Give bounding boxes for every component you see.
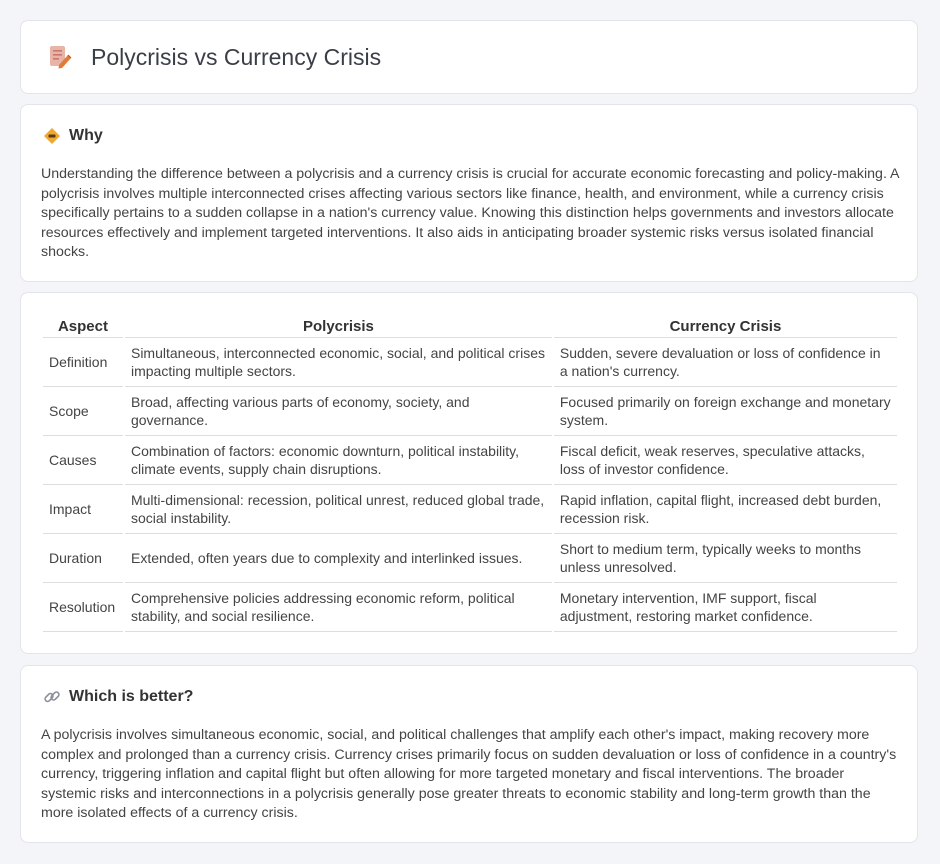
- header-polycrisis: Polycrisis: [125, 315, 552, 338]
- aspect-cell: Resolution: [43, 583, 123, 632]
- which-is-better-section: [20, 665, 918, 843]
- better-title: Which is better?: [69, 688, 194, 705]
- table-row: [43, 338, 897, 387]
- page-title: Polycrisis vs Currency Crisis: [91, 43, 382, 70]
- table-row: [43, 583, 897, 632]
- polycrisis-cell: Multi-dimensional: recession, political unrest, reduced global trade, social instability.: [125, 485, 552, 534]
- aspect-cell: Definition: [43, 338, 123, 387]
- table-header-row: [43, 315, 897, 338]
- currency-crisis-cell: Sudden, severe devaluation or loss of confidence in a nation's currency.: [554, 338, 897, 387]
- polycrisis-cell: Simultaneous, interconnected economic, social, and political crises impacting multiple sectors.: [125, 338, 552, 387]
- polycrisis-cell: Comprehensive policies addressing economic reform, political stability, and social resilience.: [125, 583, 552, 632]
- link-icon: [43, 688, 61, 706]
- aspect-cell: Duration: [43, 534, 123, 583]
- document-pencil-icon: [45, 43, 73, 71]
- table-row: [43, 485, 897, 534]
- header-aspect: Aspect: [43, 315, 123, 338]
- aspect-cell: Scope: [43, 387, 123, 436]
- aspect-cell: Causes: [43, 436, 123, 485]
- table-row: [43, 387, 897, 436]
- why-title: Why: [69, 127, 103, 144]
- why-text: Understanding the difference between a polycrisis and a currency crisis is crucial for accurate economic forecasting and policy-making. A polycrisis involves multiple interconnected crises affecting various sectors like finance, health, and environment, while a currency crisis specifically pertains to a sudden collapse in a nation's currency value. Knowing this distinction helps governments and investors allocate resources effectively and implement targeted interventions. It also aids in anticipating broader systemic risks versus isolated financial shocks.: [41, 166, 899, 261]
- polycrisis-cell: Combination of factors: economic downturn, political instability, climate events, supply chain disruptions.: [125, 436, 552, 485]
- currency-crisis-cell: Fiscal deficit, weak reserves, speculative attacks, loss of investor confidence.: [554, 436, 897, 485]
- why-heading: [43, 127, 103, 145]
- warning-diamond-icon: [43, 127, 61, 145]
- table-row: [43, 436, 897, 485]
- better-heading: [43, 688, 193, 706]
- comparison-table-card: [20, 292, 918, 654]
- currency-crisis-cell: Short to medium term, typically weeks to months unless unresolved.: [554, 534, 897, 583]
- currency-crisis-cell: Monetary intervention, IMF support, fiscal adjustment, restoring market confidence.: [554, 583, 897, 632]
- comparison-table: [41, 315, 899, 632]
- currency-crisis-cell: Focused primarily on foreign exchange and monetary system.: [554, 387, 897, 436]
- title-row: [45, 43, 381, 71]
- header-currency-crisis: Currency Crisis: [554, 315, 897, 338]
- polycrisis-cell: Extended, often years due to complexity and interlinked issues.: [125, 534, 552, 583]
- table-row: [43, 534, 897, 583]
- currency-crisis-cell: Rapid inflation, capital flight, increased debt burden, recession risk.: [554, 485, 897, 534]
- aspect-cell: Impact: [43, 485, 123, 534]
- polycrisis-cell: Broad, affecting various parts of economy, society, and governance.: [125, 387, 552, 436]
- title-card: [20, 20, 918, 94]
- why-section: [20, 104, 918, 282]
- better-text: A polycrisis involves simultaneous economic, social, and political challenges that amplify each other's impact, making recovery more complex and prolonged than a currency crisis. Currency crises primarily focus on sudden devaluation or loss of confidence in a country's currency, triggering inflation and capital flight but often allowing for more targeted monetary and fiscal interventions. The broader systemic risks and interconnections in a polycrisis generally pose greater threats to economic stability and long-term growth than the more isolated effects of a currency crisis.: [41, 727, 897, 822]
